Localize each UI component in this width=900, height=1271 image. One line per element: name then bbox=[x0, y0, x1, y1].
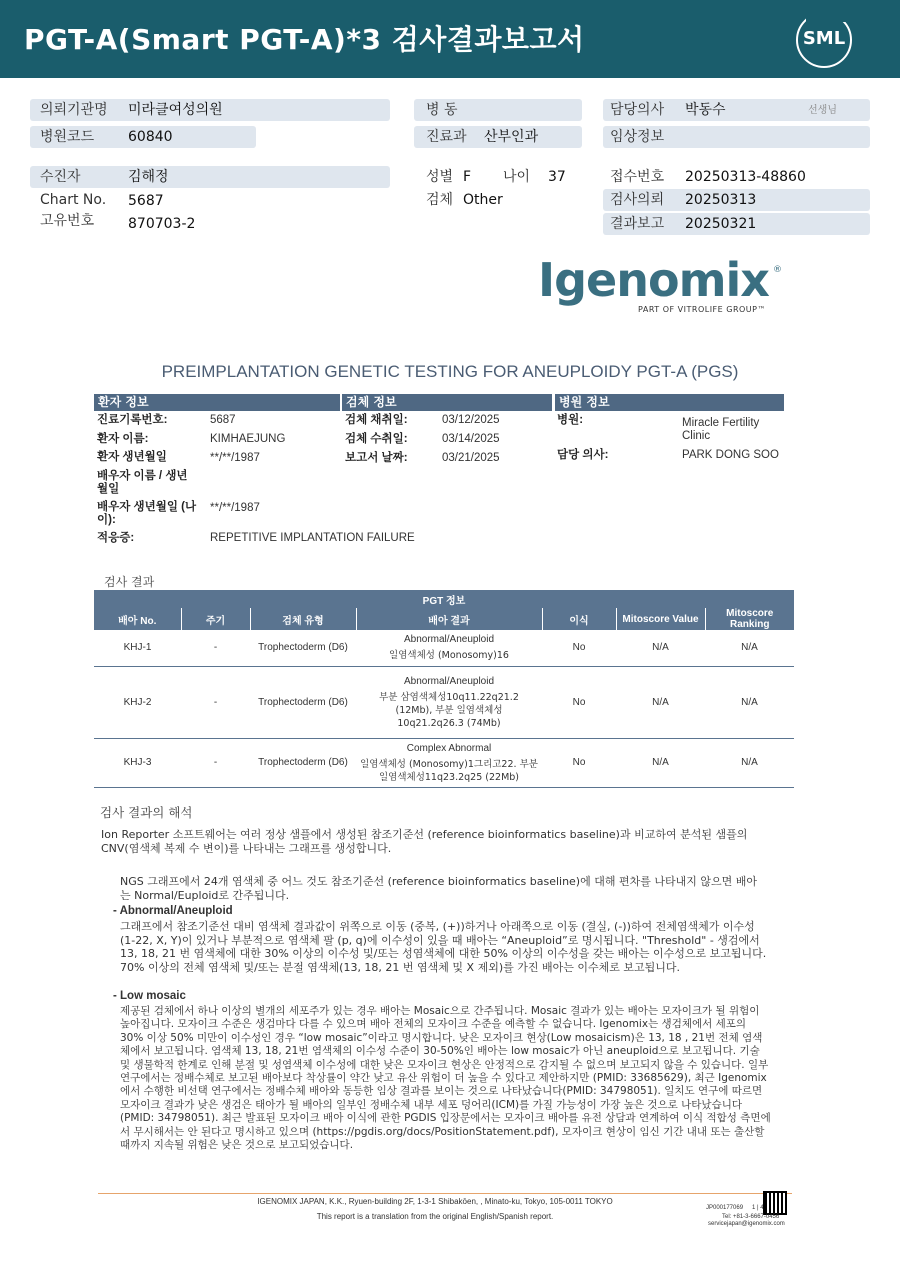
specimen-info-label: 검체 수취일: bbox=[345, 433, 408, 445]
specimen-info-value: 03/14/2025 bbox=[442, 433, 500, 445]
sex-label: 성별 bbox=[426, 169, 454, 185]
doctor-value: 박동수 bbox=[685, 102, 726, 118]
embryo-id: KHJ-2 bbox=[94, 666, 181, 738]
cycle: - bbox=[181, 738, 250, 787]
table-row bbox=[94, 666, 794, 738]
column-header: 배아 No. bbox=[94, 608, 181, 630]
table-row bbox=[94, 738, 794, 787]
mitoscore-ranking: N/A bbox=[705, 630, 794, 666]
embryo-result bbox=[356, 738, 542, 787]
patient-info-label: 환자 이름: bbox=[97, 433, 149, 445]
sample-type: Trophectoderm (D6) bbox=[250, 666, 356, 738]
hospital-code-label: 병원코드 bbox=[40, 129, 95, 145]
chart-label: Chart No. bbox=[40, 192, 107, 208]
interpretation-heading: 검사 결과의 해석 bbox=[100, 805, 193, 820]
department-value: 산부인과 bbox=[484, 129, 539, 145]
patient-info-label: 적응증: bbox=[97, 532, 135, 544]
igenomix-logo-name: Igenomix bbox=[538, 253, 769, 307]
specimen-info-value: 03/12/2025 bbox=[442, 414, 500, 426]
column-header: 이식 bbox=[542, 608, 616, 630]
qr-code-icon bbox=[765, 1193, 785, 1213]
transfer: No bbox=[542, 630, 616, 666]
patient-info-value: REPETITIVE IMPLANTATION FAILURE bbox=[210, 532, 415, 544]
patient-info-label: 배우자 이름 / 생년월일 bbox=[97, 470, 188, 495]
table-caption: PGT 정보 bbox=[94, 590, 794, 608]
abnormal-paragraph: 그래프에서 참조기준선 대비 염색체 결과값이 위쪽으로 이동 (중복, (+))하거나 아래쪽으로 이동 (결실, (-))하여 전체염색체가 이수성 (1-22, X, Y)이 있거나 부분적으로 염색체 팔 (p, q)에 이수성이 있을 때 배아는 “Aneuploid”로 명시됩니다. "Threshold" - 생검에서 13, 18, 21 번 염색체에 대한 30% 이상의 이수성 및/또는 성염색체에 대한 50% 이상의 이수성을 갖는 배아는 이수성으로 보고됩니다. 70% 이상의 전체 염색체 및/또는 분절 염색체(13, 18, 21 번 염색체 및 X 제외)를 가진 배아는 이수체로 보고됩니다. bbox=[120, 920, 767, 974]
embryo-result bbox=[356, 666, 542, 738]
specimen-label: 검체 bbox=[426, 192, 454, 208]
footer-email: servicejapan@igenomix.com bbox=[708, 1221, 785, 1227]
chart-value: 5687 bbox=[128, 193, 164, 209]
column-header: 검체 유형 bbox=[250, 608, 356, 630]
hospital-code-value: 60840 bbox=[128, 129, 173, 145]
embryo-id: KHJ-3 bbox=[94, 738, 181, 787]
doctor-suffix: 선생님 bbox=[808, 105, 837, 116]
footer-divider bbox=[98, 1193, 792, 1194]
report-title: PREIMPLANTATION GENETIC TESTING FOR ANEUPLOIDY PGT-A (PGS) bbox=[161, 362, 739, 381]
mitoscore-value: N/A bbox=[616, 630, 705, 666]
result-title: Complex Abnormal bbox=[406, 742, 492, 754]
column-header: Mitoscore Ranking bbox=[705, 608, 794, 630]
specimen-info-heading: 검체 정보 bbox=[342, 394, 552, 411]
patient-info-value: 5687 bbox=[210, 414, 236, 426]
embryo-id: KHJ-1 bbox=[94, 630, 181, 666]
results-heading: 검사 결과 bbox=[104, 575, 155, 589]
age-value: 37 bbox=[548, 169, 566, 185]
hospital-info-value: PARK DONG SOO bbox=[682, 449, 779, 461]
embryo-result bbox=[356, 630, 542, 666]
specimen-info-label: 보고서 날짜: bbox=[345, 452, 408, 464]
igenomix-registered-mark: ® bbox=[773, 265, 782, 275]
uid-label: 고유번호 bbox=[40, 213, 95, 229]
page-number: 1 | 4 bbox=[752, 1205, 764, 1211]
department-label: 진료과 bbox=[426, 129, 467, 145]
table-row bbox=[94, 630, 794, 666]
sml-logo-text: SML bbox=[802, 28, 846, 49]
specimen-info-label: 검체 채취일: bbox=[345, 414, 408, 426]
specimen-info-value: 03/21/2025 bbox=[442, 452, 500, 464]
abnormal-heading: - Abnormal/Aneuploid bbox=[113, 905, 233, 917]
age-label: 나이 bbox=[503, 169, 531, 185]
result-detail: 부분 삼염색체성10q11.22q21.2 (12Mb), 부분 일염색체성10q21.2q26.3 (74Mb) bbox=[379, 691, 519, 729]
footer-phone: Tel: +81-3-6667-0456 bbox=[722, 1214, 780, 1220]
institution-label: 의뢰기관명 bbox=[40, 102, 108, 118]
interpretation-intro: Ion Reporter 소프트웨어는 여러 정상 샘플에서 생성된 참조기준선 (reference bioinformatics baseline)과 비교하여 분석된 샘플의 CNV(염색체 복제 수 변이)를 나타내는 그래프를 생성합니다. bbox=[101, 828, 748, 855]
institution-value: 미라클여성의원 bbox=[128, 102, 223, 118]
doc-code: JP000177069 bbox=[706, 1205, 744, 1211]
uid-value: 870703-2 bbox=[128, 216, 196, 232]
column-header: 주기 bbox=[181, 608, 250, 630]
mitoscore-value: N/A bbox=[616, 666, 705, 738]
mosaic-paragraph: 제공된 검체에서 하나 이상의 별개의 세포주가 있는 경우 배아는 Mosaic으로 간주됩니다. Mosaic 결과가 있는 배아는 모자이크가 될 위험이 높아집니다. 모자이크 수준은 생검마다 다를 수 있으며 배아 전체의 모자이크 수준을 예측할 수 없습니다. Igenomix는 생검체에서 세포의 30% 이상 50% 미만이 이수성인 경우 “low mosaic”이라고 명시합니다. 낮은 모자이크 현상(Low mosaicism)은 13, 18 , 21번 전체 염색체에서 보고됩니다. 염색체 13, 18, 21번 염색체의 이수성 수준이 30-50%인 배아는 low mosaic가 아닌 aneuploid으로 보고됩니다. 기술 및 생물학적 한계로 인해 분절 및 성염색체 이수성에 대한 낮은 모자이크 현상은 안정적으로 감지될 수 없으며 보고되지 않을 수 있습니다. 일부 연구에서는 정배수체로 보고된 배아보다 착상률이 약간 낮고 유산 위험이 더 높을 수 있다고 제안하지만 (PMID: 33685629), 최근 Igenomix에서 수행한 비선택 연구에서는 정배수체 배아와 동등한 임상 결과를 보이는 것으로 나타났습니다(PMID: 34798051). 일치도 연구에 따르면 모자이크 결과가 낮은 생검은 태아가 될 배아의 일부인 정배수체 내부 세포 덩어리(ICM)를 가질 가능성이 가장 높은 것으로 나타났습니다(PMID: 34798051). 최근 발표된 모자이크 배아 이식에 관한 PGDIS 입장문에서는 모자이크 배아를 유전 상담과 연계하여 이식 적합성 측면에서 무시해서는 안 된다고 명시하고 있으며 (https://pgdis.org/docs/PositionStatement.pdf), 모자이크 현상이 임신 기간 내내 또는 출산할 때까지 지속될 위험은 낮은 것으로 보고되었습니다. bbox=[120, 1005, 771, 1152]
request-label: 검사의뢰 bbox=[610, 192, 665, 208]
request-value: 20250313 bbox=[685, 192, 757, 208]
cycle: - bbox=[181, 630, 250, 666]
sample-type: Trophectoderm (D6) bbox=[250, 738, 356, 787]
patient-info-value: KIMHAEJUNG bbox=[210, 433, 286, 445]
report-value: 20250321 bbox=[685, 216, 757, 232]
patient-info-label: 환자 생년월일 bbox=[97, 451, 167, 463]
hospital-info-value: Miracle Fertility Clinic bbox=[682, 417, 760, 442]
mitoscore-value: N/A bbox=[616, 738, 705, 787]
result-detail: 일염색체성 (Monosomy)16 bbox=[389, 650, 509, 662]
mitoscore-ranking: N/A bbox=[705, 738, 794, 787]
patient-info-heading: 환자 정보 bbox=[94, 394, 340, 411]
igenomix-logo bbox=[538, 255, 788, 314]
accession-label: 접수번호 bbox=[610, 169, 665, 185]
sex-value: F bbox=[463, 169, 472, 185]
doctor-label: 담당의사 bbox=[610, 102, 665, 118]
patient-info-value: **/**/1987 bbox=[210, 502, 260, 514]
report-label: 결과보고 bbox=[610, 216, 665, 232]
igenomix-tagline: PART OF VITROLIFE GROUP™ bbox=[638, 305, 766, 314]
mosaic-heading: - Low mosaic bbox=[113, 990, 186, 1002]
hospital-info-label: 담당 의사: bbox=[557, 449, 609, 461]
result-title: Abnormal/Aneuploid bbox=[403, 675, 495, 687]
patient-bar bbox=[30, 166, 390, 188]
hospital-info-label: 병원: bbox=[557, 414, 584, 426]
sample-type: Trophectoderm (D6) bbox=[250, 630, 356, 666]
transfer: No bbox=[542, 738, 616, 787]
mitoscore-ranking: N/A bbox=[705, 666, 794, 738]
accession-value: 20250313-48860 bbox=[685, 169, 806, 185]
patient-label: 수진자 bbox=[40, 169, 81, 185]
transfer: No bbox=[542, 666, 616, 738]
footer-translation-note: This report is a translation from the original English/Spanish report. bbox=[316, 1212, 554, 1221]
page-title: PGT-A(Smart PGT-A)*3 검사결과보고서 bbox=[24, 23, 585, 56]
patient-info-label: 배우자 생년월일 (나이): bbox=[97, 501, 197, 526]
header-bar bbox=[0, 0, 900, 78]
result-title: Abnormal/Aneuploid bbox=[403, 634, 495, 646]
cycle: - bbox=[181, 666, 250, 738]
column-header: Mitoscore Value bbox=[616, 608, 705, 630]
footer-address: IGENOMIX JAPAN, K.K., Ryuen-building 2F, 1-3-1 Shibakōen, , Minato-ku, Tokyo, 105-0011 TOKYO bbox=[257, 1197, 613, 1206]
specimen-value: Other bbox=[463, 192, 503, 208]
patient-info-label: 진료기록번호: bbox=[97, 414, 168, 426]
sml-logo bbox=[796, 12, 852, 68]
result-detail: 일염색체성 (Monosomy)1그리고22. 부분 일염색체성11q23.2q25 (22Mb) bbox=[360, 758, 538, 783]
patient-info-value: **/**/1987 bbox=[210, 452, 260, 464]
ward-label: 병 동 bbox=[426, 102, 458, 118]
pgt-results-table bbox=[94, 590, 794, 788]
column-header: 배아 결과 bbox=[356, 608, 542, 630]
interpretation-normal: NGS 그래프에서 24개 염색체 중 어느 것도 참조기준선 (reference bioinformatics baseline)에 대해 편차를 나타내지 않으면 배아는 Normal/Euploid로 간주됩니다. bbox=[120, 875, 757, 902]
hospital-info-heading: 병원 정보 bbox=[555, 394, 784, 411]
clinical-label: 임상정보 bbox=[610, 129, 665, 145]
patient-value: 김해정 bbox=[128, 169, 169, 185]
